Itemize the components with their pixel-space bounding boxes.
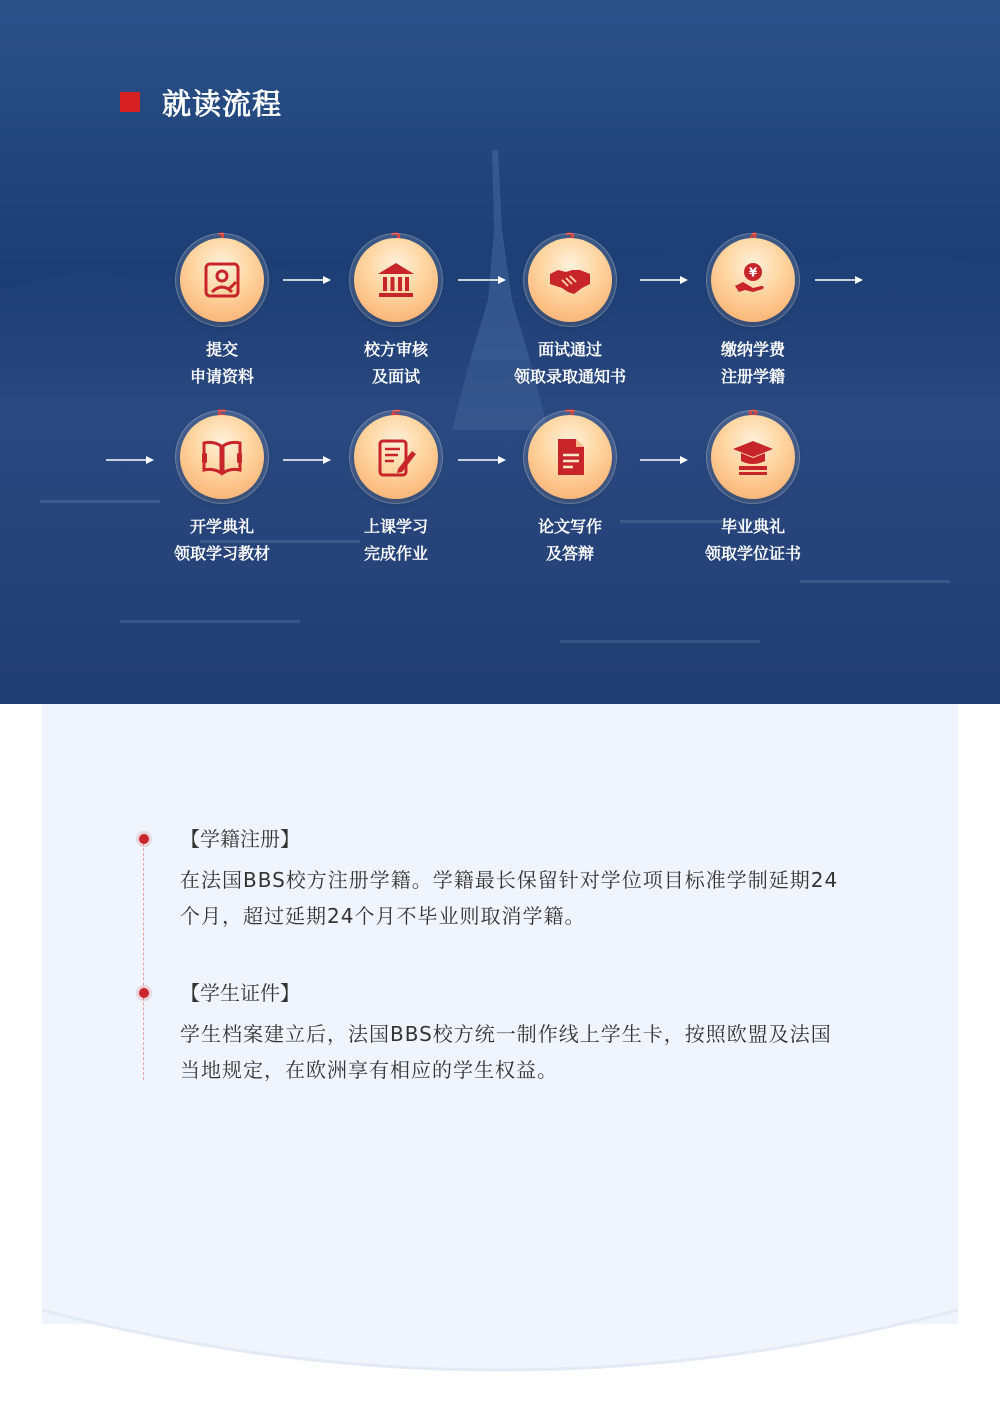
flow-arrow-icon — [815, 275, 863, 285]
flow-arrow-icon — [640, 275, 688, 285]
flow-arrow-icon — [106, 455, 154, 465]
university-building-icon — [374, 258, 418, 302]
student-id-heading: 【学生证件】 — [180, 981, 300, 1005]
step-label-line2: 领取录取通知书 — [513, 367, 626, 386]
info-card — [42, 704, 958, 1324]
enrollment-text-line1: 在法国BBS校方注册学籍。学籍最长保留针对学位项目标准学制延期24 — [180, 868, 839, 892]
section-title-text: 就读流程 — [162, 86, 283, 121]
step-label-line2: 注册学籍 — [720, 367, 785, 386]
step-label-line1: 面试通过 — [537, 340, 602, 359]
title-marker — [120, 92, 140, 112]
yuan-coin-hand-icon — [731, 258, 775, 302]
enrollment-text-line2: 个月，超过延期24个月不毕业则取消学籍。 — [180, 904, 586, 928]
flow-arrow-icon — [640, 455, 688, 465]
student-id-text-line1: 学生档案建立后，法国BBS校方统一制作线上学生卡，按照欧盟及法国 — [180, 1022, 832, 1046]
step-label-line2: 完成作业 — [363, 544, 428, 563]
flow-arrow-icon — [283, 275, 331, 285]
svg-text:¥: ¥ — [748, 265, 758, 280]
timeline-line — [143, 838, 145, 1080]
step-label-line1: 校方审核 — [363, 340, 428, 359]
step-label-line2: 及面试 — [371, 367, 420, 386]
student-id-text-line2: 当地规定，在欧洲享有相应的学生权益。 — [180, 1058, 558, 1082]
timeline-dot — [139, 834, 149, 844]
card-bottom-curve — [0, 1280, 1000, 1414]
step-label-line1: 上课学习 — [363, 517, 428, 536]
document-icon — [548, 435, 592, 479]
step-label-line2: 申请资料 — [189, 367, 254, 386]
step-label-line1: 开学典礼 — [189, 517, 254, 536]
step-label-line2: 领取学习教材 — [173, 544, 270, 563]
flow-arrow-icon — [458, 275, 506, 285]
graduation-cap-icon — [731, 435, 775, 479]
step-label-line2: 领取学位证书 — [704, 544, 801, 563]
applicant-profile-icon — [200, 258, 244, 302]
section-title — [120, 84, 282, 120]
flow-arrow-icon — [283, 455, 331, 465]
step-label-line2: 及答辩 — [545, 544, 594, 563]
step-label-line1: 毕业典礼 — [720, 517, 785, 536]
step-label-line1: 提交 — [205, 340, 238, 359]
timeline-dot — [139, 988, 149, 998]
handshake-icon — [548, 258, 592, 302]
step-label-line1: 论文写作 — [537, 517, 602, 536]
step-label-line1: 缴纳学费 — [720, 340, 785, 359]
flow-arrow-icon — [458, 455, 506, 465]
student-id-text — [180, 1016, 900, 1088]
open-book-icon — [200, 435, 244, 479]
enrollment-heading: 【学籍注册】 — [180, 827, 300, 851]
enrollment-text — [180, 862, 900, 934]
notepad-pencil-icon — [374, 435, 418, 479]
hero-section — [0, 0, 1000, 704]
